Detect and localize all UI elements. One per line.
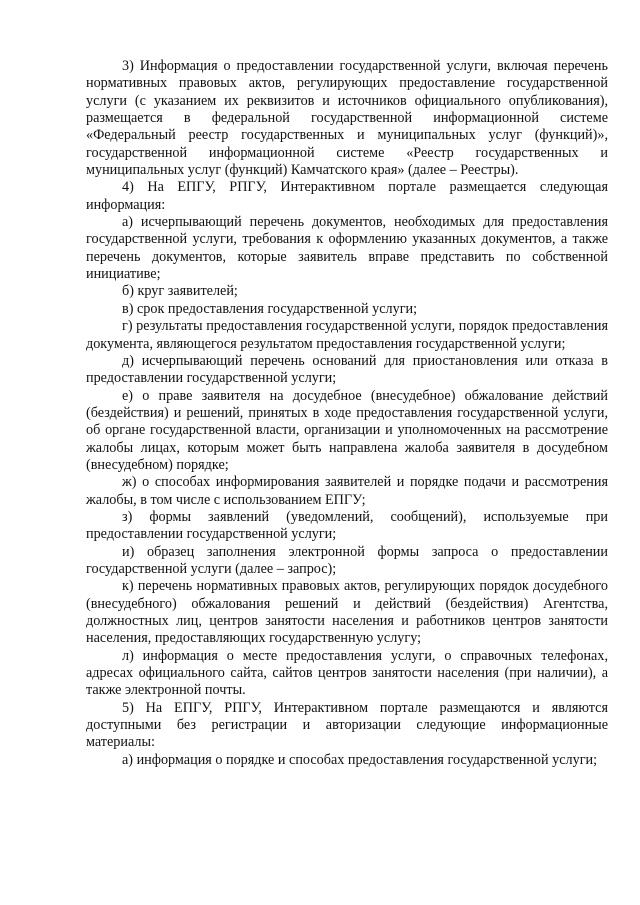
document-page [86, 58, 608, 769]
paragraph-3-information-registries: 3) Информация о предоставлении государственной услуги, включая перечень нормативных правовых актов, регулирующих предоставление государственной услуги (с указанием их реквизитов и источников официального опубликования), размещается в федеральной государственной информационной системе «Федеральный реестр государственных и муниципальных услуг (функций)», государственной информационной системе «Реестр государственных и муниципальных услуг (функций) Камчатского края» (далее – Реестры). [86, 58, 608, 179]
list-item-zh-informing-methods: ж) о способах информирования заявителей и порядке подачи и рассмотрения жалобы, в том числе с использованием ЕПГУ; [86, 474, 608, 508]
list-item-z-application-forms: з) формы заявлений (уведомлений, сообщений), используемые при предоставлении государственной услуги; [86, 508, 608, 543]
list-item-d-grounds-refusal: д) исчерпывающий перечень оснований для приостановления или отказа в предоставлении государственной услуги; [86, 352, 608, 387]
list-item-k-legal-acts: к) перечень нормативных правовых актов, регулирующих порядок досудебного (внесудебного) обжалования решений и действий (бездействия) Агентства, должностных лиц, центров занятости населения и работников центров занятости населения, предоставляющих государственную услугу; [86, 578, 608, 647]
list-item-i-request-sample: и) образец заполнения электронной формы запроса о предоставлении государственной услуги (далее – запрос); [86, 543, 608, 577]
list-item-a-documents: а) исчерпывающий перечень документов, необходимых для предоставления государственной услуги, требования к оформлению указанных документов, а также перечень документов, которые заявитель вправе представить по собственной инициативе; [86, 214, 608, 283]
list-item-e-appeal-rights: е) о праве заявителя на досудебное (внесудебное) обжалование действий (бездействия) и решений, принятых в ходе предоставления государственной услуги, об органе государственной власти, организации и уполномоченных на рассмотрение жалобы лицах, которым может быть направлена жалоба заявителя в досудебном (внесудебном) порядке; [86, 387, 608, 473]
list-item-g-results: г) результаты предоставления государственной услуги, порядок предоставления документа, являющегося результатом предоставления государственной услуги; [86, 318, 608, 352]
paragraph-5-public-materials: 5) На ЕПГУ, РПГУ, Интерактивном портале размещаются и являются доступными без регистрации и авторизации следующие информационные материалы: [86, 699, 608, 751]
list-item-b-applicants: б) круг заявителей; [122, 283, 238, 300]
paragraph-4-portal-information: 4) На ЕПГУ, РПГУ, Интерактивном портале размещается следующая информация: [86, 179, 608, 213]
list-item-v-term: в) срок предоставления государственной услуги; [122, 300, 418, 317]
list-item-a-procedure: а) информация о порядке и способах предоставления государственной услуги; [122, 751, 598, 768]
list-item-l-contact-info: л) информация о месте предоставления услуги, о справочных телефонах, адресах официального сайта, сайтов центров занятости населения (при наличии), а также электронной почты. [86, 647, 608, 699]
